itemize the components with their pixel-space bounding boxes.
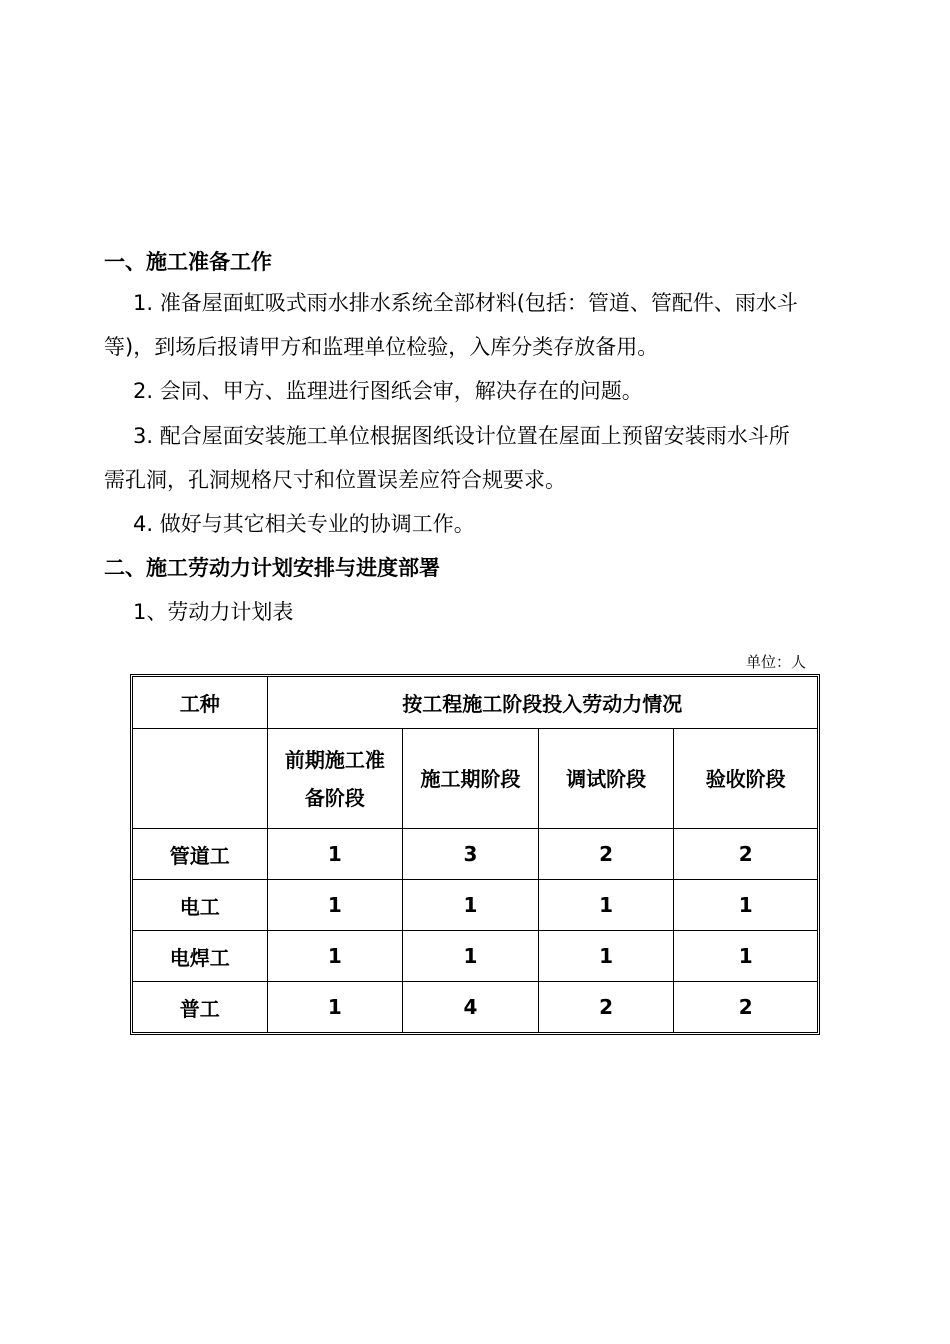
row-value-acceptance: 2 bbox=[738, 995, 753, 1019]
header-phase-acceptance: 验收阶段 bbox=[674, 729, 817, 829]
table-row bbox=[133, 982, 817, 1032]
table-phase-row bbox=[133, 729, 817, 829]
item-1-line-1: 1. 准备屋面虹吸式雨水排水系统全部材料(包括：管道、管配件、雨水斗 bbox=[133, 291, 798, 315]
item-1-line-2: 等)，到场后报请甲方和监理单位检验，入库分类存放备用。 bbox=[104, 335, 659, 359]
item-4: 4. 做好与其它相关专业的协调工作。 bbox=[133, 512, 475, 536]
row-value-commissioning: 1 bbox=[539, 931, 675, 982]
row-value-prep: 1 bbox=[268, 931, 404, 982]
section-1-heading: 一、施工准备工作 bbox=[104, 250, 272, 274]
row-work-type: 管道工 bbox=[133, 829, 268, 880]
table-header-row bbox=[133, 677, 817, 729]
row-value-commissioning: 2 bbox=[539, 829, 675, 880]
phase-prep-line-1: 前期施工准 bbox=[284, 747, 385, 772]
row-work-type: 电焊工 bbox=[133, 931, 268, 982]
row-work-type: 普工 bbox=[133, 982, 268, 1032]
labor-plan-table bbox=[130, 674, 820, 1035]
header-phase-prep bbox=[268, 729, 404, 829]
row-work-type: 电工 bbox=[133, 880, 268, 931]
row-value-acceptance: 1 bbox=[674, 880, 817, 931]
row-value-prep: 1 bbox=[268, 880, 404, 931]
phase-row-empty-cell bbox=[133, 729, 268, 829]
row-value-acceptance: 1 bbox=[674, 931, 817, 982]
item-3-line-1: 3. 配合屋面安装施工单位根据图纸设计位置在屋面上预留安装雨水斗所 bbox=[133, 424, 790, 448]
header-work-type: 工种 bbox=[133, 677, 268, 729]
row-value-acceptance: 2 bbox=[674, 829, 817, 880]
row-value-commissioning: 2 bbox=[539, 982, 675, 1032]
row-value-prep: 1 bbox=[268, 982, 404, 1032]
row-value-construction: 1 bbox=[403, 880, 539, 931]
item-3-line-2: 需孔洞，孔洞规格尺寸和位置误差应符合规要求。 bbox=[104, 468, 566, 492]
row-value-prep: 1 bbox=[268, 829, 404, 880]
table-row bbox=[133, 829, 817, 880]
item-2: 2. 会同、甲方、监理进行图纸会审，解决存在的问题。 bbox=[133, 379, 643, 403]
row-value-construction: 1 bbox=[403, 931, 539, 982]
row-value-commissioning: 1 bbox=[539, 880, 675, 931]
unit-note: 单位：人 bbox=[746, 653, 807, 671]
section-2-heading: 二、施工劳动力计划安排与进度部署 bbox=[104, 556, 440, 580]
header-phase-construction: 施工期阶段 bbox=[403, 729, 539, 829]
table-row bbox=[133, 880, 817, 931]
header-phase-group: 按工程施工阶段投入劳动力情况 bbox=[268, 677, 817, 729]
row-value-construction: 4 bbox=[403, 982, 539, 1032]
header-phase-commissioning: 调试阶段 bbox=[539, 729, 675, 829]
labor-plan-subheading: 1、劳动力计划表 bbox=[133, 600, 294, 624]
row-value-construction: 3 bbox=[403, 829, 539, 880]
phase-prep-line-2: 备阶段 bbox=[304, 785, 365, 810]
table-row bbox=[133, 931, 817, 982]
